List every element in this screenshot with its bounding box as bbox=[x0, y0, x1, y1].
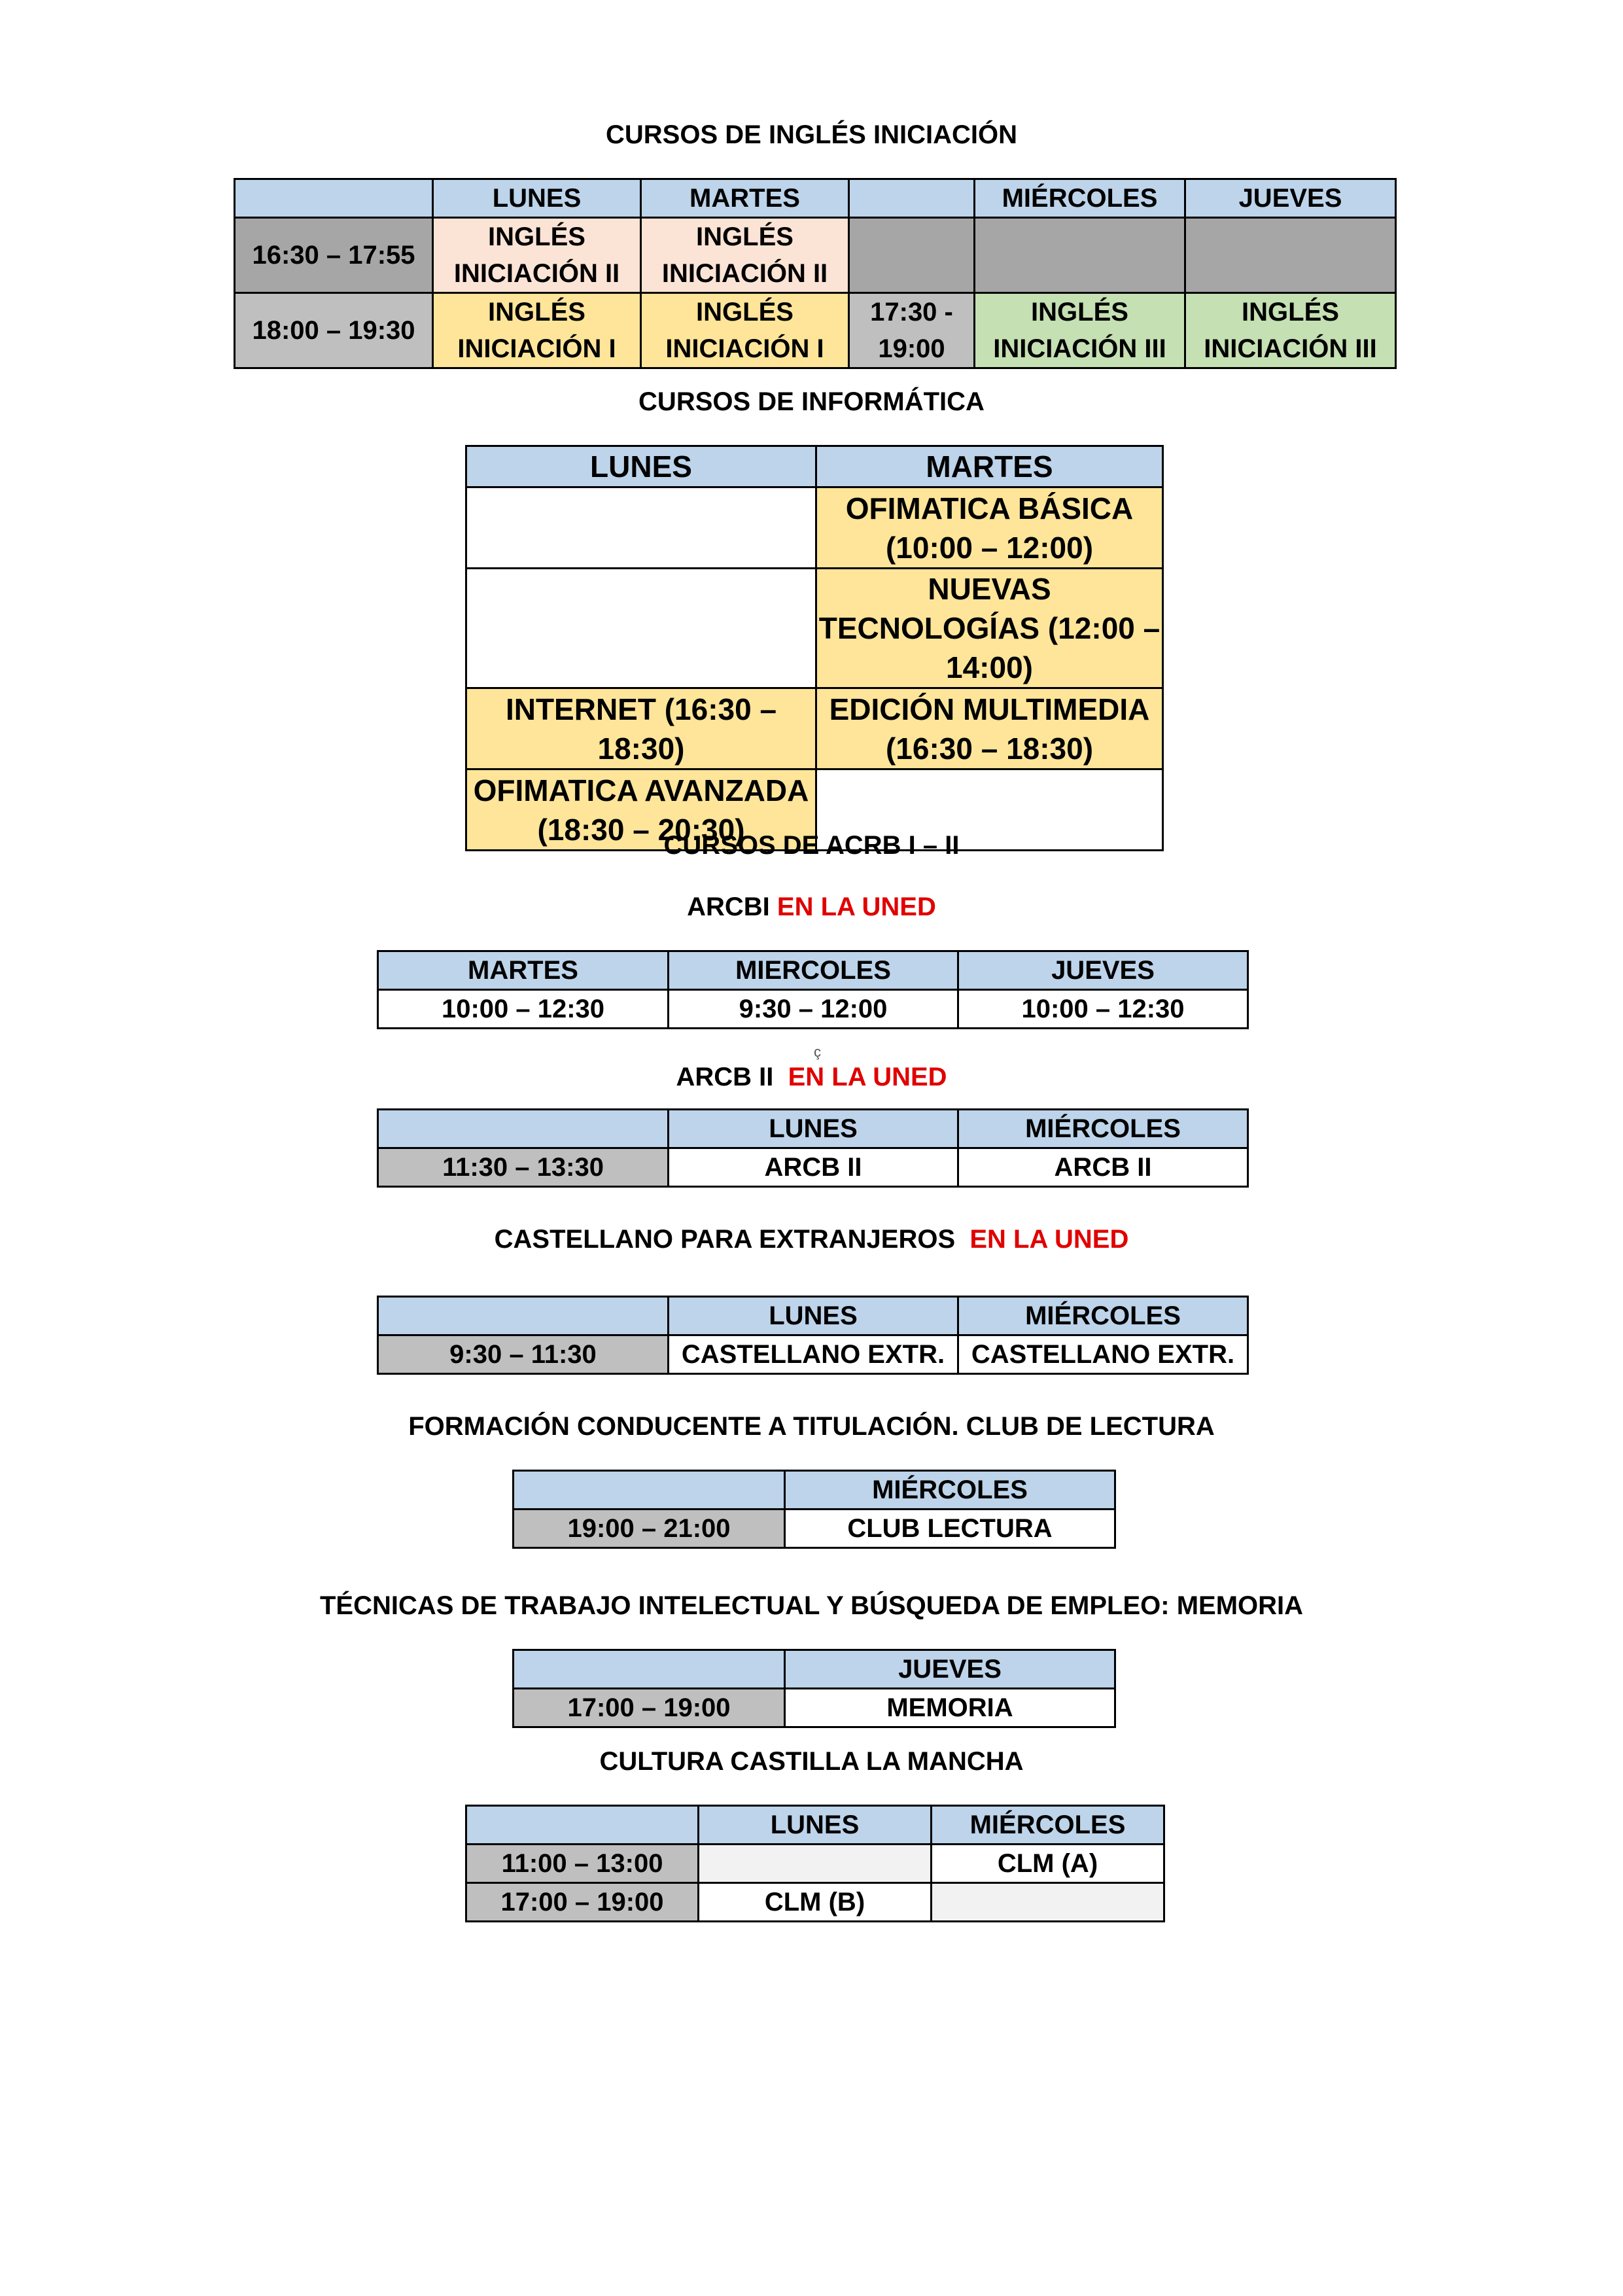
course-cell bbox=[699, 1845, 932, 1883]
clm-title: CULTURA CASTILLA LA MANCHA bbox=[599, 1747, 1024, 1776]
header-miercoles: MIÉRCOLES bbox=[975, 179, 1185, 218]
header-miercoles: MIÉRCOLES bbox=[958, 1110, 1248, 1148]
header-lunes: LUNES bbox=[669, 1110, 958, 1148]
header-miercoles: MIERCOLES bbox=[669, 951, 958, 990]
time-cell: 10:00 – 12:30 bbox=[958, 990, 1248, 1029]
header-empty bbox=[514, 1471, 785, 1510]
course-cell: INGLÉS INICIACIÓN I bbox=[433, 293, 641, 368]
course-cell bbox=[466, 487, 816, 569]
arcbii-title bbox=[0, 1061, 1623, 1093]
arcbi-title bbox=[0, 891, 1623, 923]
lectura-title: FORMACIÓN CONDUCENTE A TITULACIÓN. CLUB DE LECTURA bbox=[408, 1412, 1215, 1441]
course-cell: OFIMATICA AVANZADA (18:30 – 20:30) bbox=[466, 769, 816, 851]
clm-table bbox=[465, 1805, 1165, 1922]
time-cell: 18:00 – 19:30 bbox=[235, 293, 433, 368]
header-martes: MARTES bbox=[816, 446, 1163, 487]
course-cell: MEMORIA bbox=[785, 1689, 1115, 1727]
header-empty bbox=[378, 1297, 669, 1335]
empty-cell bbox=[975, 218, 1185, 293]
arcbi-label: ARCBI bbox=[687, 892, 770, 921]
memoria-table bbox=[512, 1649, 1116, 1728]
course-cell: CLUB LECTURA bbox=[785, 1510, 1115, 1548]
ingles-title: CURSOS DE INGLÉS INICIACIÓN bbox=[606, 120, 1017, 149]
course-cell: CASTELLANO EXTR. bbox=[958, 1335, 1248, 1374]
arcbii-table bbox=[377, 1108, 1249, 1188]
course-cell bbox=[466, 569, 816, 688]
castellano-label: CASTELLANO PARA EXTRANJEROS bbox=[494, 1225, 956, 1254]
time-cell: 17:00 – 19:00 bbox=[514, 1689, 785, 1727]
header-empty bbox=[378, 1110, 669, 1148]
course-cell: INGLÉS INICIACIÓN II bbox=[433, 218, 641, 293]
time-cell: 16:30 – 17:55 bbox=[235, 218, 433, 293]
header-jueves: JUEVES bbox=[958, 951, 1248, 990]
header-lunes: LUNES bbox=[433, 179, 641, 218]
header-miercoles: MIÉRCOLES bbox=[932, 1806, 1164, 1845]
header-empty bbox=[849, 179, 975, 218]
header-martes: MARTES bbox=[378, 951, 669, 990]
course-cell: OFIMATICA BÁSICA (10:00 – 12:00) bbox=[816, 487, 1163, 569]
course-cell: INGLÉS INICIACIÓN III bbox=[975, 293, 1185, 368]
empty-cell bbox=[1185, 218, 1396, 293]
acrb-title: CURSOS DE ACRB I – II bbox=[663, 831, 960, 860]
time-cell: 11:00 – 13:00 bbox=[466, 1845, 699, 1883]
header-lunes: LUNES bbox=[699, 1806, 932, 1845]
time-cell: 17:00 – 19:00 bbox=[466, 1883, 699, 1922]
arcbii-label: ARCB II bbox=[676, 1063, 774, 1091]
time-cell: 11:30 – 13:30 bbox=[378, 1148, 669, 1187]
course-cell: INTERNET (16:30 – 18:30) bbox=[466, 688, 816, 769]
course-cell: INGLÉS INICIACIÓN III bbox=[1185, 293, 1396, 368]
header-empty bbox=[235, 179, 433, 218]
course-cell: CLM (A) bbox=[932, 1845, 1164, 1883]
castellano-title bbox=[0, 1224, 1623, 1255]
informatica-title: CURSOS DE INFORMÁTICA bbox=[638, 387, 985, 416]
arcbi-table bbox=[377, 950, 1249, 1029]
location-label: EN LA UNED bbox=[788, 1063, 947, 1091]
course-cell: NUEVAS TECNOLOGÍAS (12:00 – 14:00) bbox=[816, 569, 1163, 688]
course-cell: CASTELLANO EXTR. bbox=[669, 1335, 958, 1374]
header-miercoles: MIÉRCOLES bbox=[785, 1471, 1115, 1510]
time-cell: 9:30 – 11:30 bbox=[378, 1335, 669, 1374]
castellano-table bbox=[377, 1296, 1249, 1375]
header-jueves: JUEVES bbox=[1185, 179, 1396, 218]
empty-cell bbox=[849, 218, 975, 293]
location-label: EN LA UNED bbox=[777, 892, 936, 921]
course-cell: CLM (B) bbox=[699, 1883, 932, 1922]
course-cell: INGLÉS INICIACIÓN II bbox=[641, 218, 849, 293]
course-cell: EDICIÓN MULTIMEDIA (16:30 – 18:30) bbox=[816, 688, 1163, 769]
lectura-table bbox=[512, 1470, 1116, 1549]
memoria-title: TÉCNICAS DE TRABAJO INTELECTUAL Y BÚSQUEDA DE EMPLEO: MEMORIA bbox=[319, 1591, 1304, 1620]
header-empty bbox=[466, 1806, 699, 1845]
header-empty bbox=[514, 1650, 785, 1689]
time-cell: 10:00 – 12:30 bbox=[378, 990, 669, 1029]
course-cell bbox=[932, 1883, 1164, 1922]
course-cell: INGLÉS INICIACIÓN I bbox=[641, 293, 849, 368]
header-martes: MARTES bbox=[641, 179, 849, 218]
ingles-table bbox=[234, 178, 1397, 369]
informatica-table bbox=[465, 445, 1164, 851]
header-jueves: JUEVES bbox=[785, 1650, 1115, 1689]
course-cell: ARCB II bbox=[669, 1148, 958, 1187]
header-lunes: LUNES bbox=[669, 1297, 958, 1335]
time-cell: 19:00 – 21:00 bbox=[514, 1510, 785, 1548]
course-cell: ARCB II bbox=[958, 1148, 1248, 1187]
stray-mark: ç bbox=[814, 1044, 821, 1060]
location-label: EN LA UNED bbox=[969, 1225, 1129, 1254]
time-cell: 9:30 – 12:00 bbox=[669, 990, 958, 1029]
header-lunes: LUNES bbox=[466, 446, 816, 487]
time-cell: 17:30 - 19:00 bbox=[849, 293, 975, 368]
header-miercoles: MIÉRCOLES bbox=[958, 1297, 1248, 1335]
